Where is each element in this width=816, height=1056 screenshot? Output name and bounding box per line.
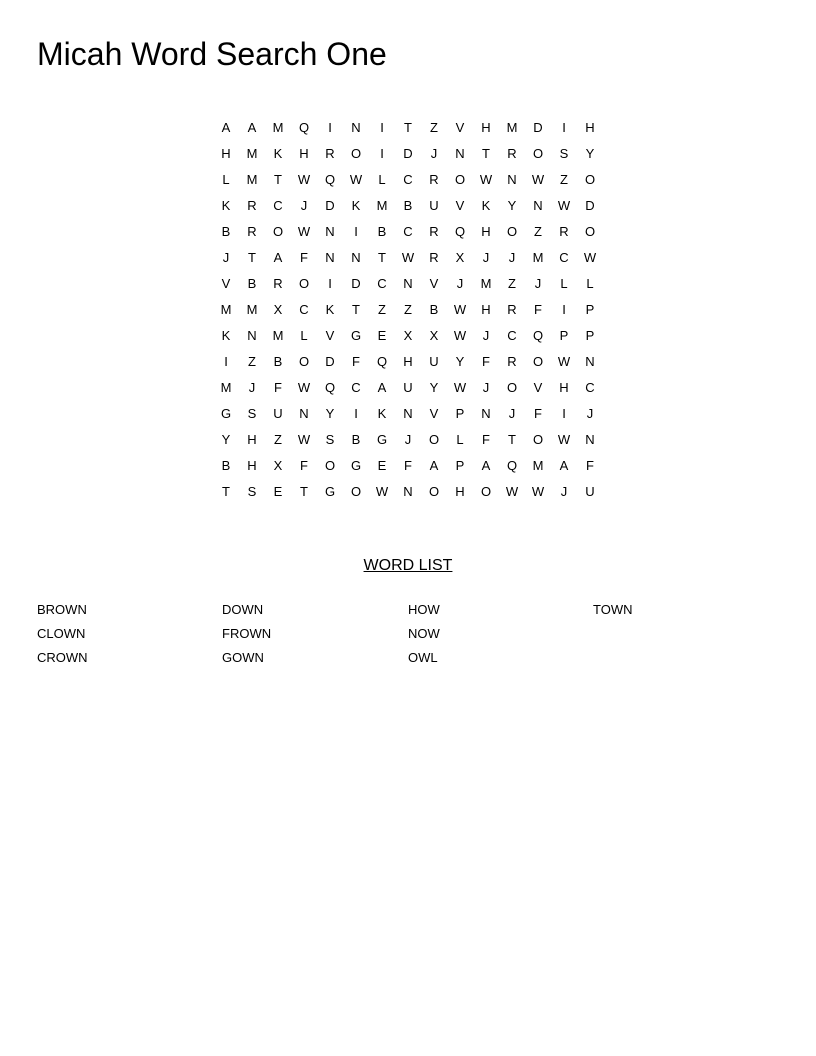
grid-letter: W: [505, 484, 519, 499]
grid-letter: I: [354, 406, 358, 421]
grid-letter: C: [299, 302, 309, 317]
grid-letter: V: [429, 276, 439, 291]
grid-letter: B: [247, 276, 257, 291]
grid-letter: L: [456, 432, 464, 447]
grid-letter: J: [586, 406, 594, 421]
grid-letter: M: [272, 328, 284, 343]
grid-letter: N: [585, 432, 595, 447]
grid-letter: B: [221, 458, 231, 473]
grid-letter: O: [532, 146, 544, 161]
grid-letter: H: [585, 120, 595, 135]
grid-letter: T: [222, 484, 230, 499]
grid-letter: U: [273, 406, 283, 421]
grid-letter: E: [377, 328, 387, 343]
grid-letter: D: [585, 198, 595, 213]
grid-letter: C: [585, 380, 595, 395]
grid-letter: U: [429, 198, 439, 213]
grid-letter: R: [273, 276, 283, 291]
grid-letter: J: [534, 276, 542, 291]
grid-letter: Z: [404, 302, 412, 317]
grid-letter: M: [480, 276, 492, 291]
grid-letter: G: [350, 458, 362, 473]
grid-letter: G: [376, 432, 388, 447]
grid-row: [213, 349, 603, 375]
word-list-item: CROWN: [37, 650, 88, 665]
grid-letter: J: [456, 276, 464, 291]
grid-letter: A: [559, 458, 569, 473]
grid-letter: F: [534, 302, 542, 317]
grid-letter: X: [403, 328, 413, 343]
grid-letter: Y: [429, 380, 439, 395]
grid-letter: N: [299, 406, 309, 421]
grid-letter: J: [508, 250, 516, 265]
grid-letter: T: [300, 484, 308, 499]
grid-letter: O: [298, 354, 310, 369]
grid-letter: X: [429, 328, 439, 343]
grid-letter: M: [532, 458, 544, 473]
grid-letter: R: [247, 224, 257, 239]
grid-letter: O: [350, 484, 362, 499]
grid-row: [213, 401, 603, 427]
grid-letter: X: [455, 250, 465, 265]
grid-letter: B: [273, 354, 283, 369]
grid-letter: J: [482, 328, 490, 343]
grid-letter: A: [481, 458, 491, 473]
grid-letter: T: [352, 302, 360, 317]
word-list-item: OWL: [408, 650, 438, 665]
grid-row: [213, 167, 603, 193]
grid-letter: Q: [324, 172, 336, 187]
grid-letter: F: [274, 380, 282, 395]
grid-letter: N: [585, 354, 595, 369]
grid-letter: J: [482, 380, 490, 395]
page-title: Micah Word Search One: [37, 36, 387, 72]
grid-letter: Q: [506, 458, 518, 473]
grid-letter: V: [429, 406, 439, 421]
grid-letter: T: [248, 250, 256, 265]
grid-letter: O: [428, 484, 440, 499]
grid-letter: J: [248, 380, 256, 395]
grid-letter: N: [403, 406, 413, 421]
grid-letter: M: [220, 380, 232, 395]
grid-letter: F: [534, 406, 542, 421]
grid-letter: F: [482, 354, 490, 369]
grid-letter: W: [479, 172, 493, 187]
grid-letter: M: [220, 302, 232, 317]
grid-letter: W: [297, 224, 311, 239]
grid-letter: O: [324, 458, 336, 473]
grid-letter: T: [378, 250, 386, 265]
grid-letter: O: [350, 146, 362, 161]
grid-letter: Q: [376, 354, 388, 369]
grid-letter: B: [377, 224, 387, 239]
word-list-heading: WORD LIST: [363, 557, 453, 574]
grid-row: [213, 323, 603, 349]
grid-letter: O: [506, 224, 518, 239]
grid-letter: N: [403, 276, 413, 291]
grid-row: [213, 245, 603, 271]
grid-letter: N: [533, 198, 543, 213]
grid-letter: R: [429, 250, 439, 265]
grid-letter: Z: [274, 432, 282, 447]
grid-letter: S: [247, 484, 257, 499]
grid-letter: Z: [378, 302, 386, 317]
grid-letter: T: [508, 432, 516, 447]
grid-letter: I: [380, 120, 384, 135]
grid-letter: O: [428, 432, 440, 447]
grid-letter: B: [403, 198, 413, 213]
grid-letter: T: [404, 120, 412, 135]
grid-letter: R: [325, 146, 335, 161]
grid-letter: I: [562, 406, 566, 421]
grid-letter: W: [297, 432, 311, 447]
grid-row: [213, 271, 603, 297]
word-search-grid: [213, 115, 603, 505]
grid-letter: H: [481, 224, 491, 239]
grid-letter: N: [507, 172, 517, 187]
grid-letter: W: [297, 380, 311, 395]
grid-letter: M: [246, 302, 258, 317]
grid-letter: R: [559, 224, 569, 239]
grid-letter: Z: [248, 354, 256, 369]
grid-row: [213, 115, 603, 141]
grid-letter: X: [273, 302, 283, 317]
grid-letter: V: [221, 276, 231, 291]
grid-letter: R: [247, 198, 257, 213]
grid-letter: C: [351, 380, 361, 395]
grid-letter: L: [378, 172, 386, 187]
grid-letter: W: [557, 198, 571, 213]
grid-letter: W: [297, 172, 311, 187]
grid-row: [213, 375, 603, 401]
grid-letter: H: [299, 146, 309, 161]
grid-letter: W: [453, 302, 467, 317]
grid-letter: H: [481, 302, 491, 317]
grid-letter: R: [507, 354, 517, 369]
grid-letter: D: [403, 146, 413, 161]
grid-letter: I: [380, 146, 384, 161]
grid-letter: M: [376, 198, 388, 213]
grid-letter: J: [300, 198, 308, 213]
grid-letter: W: [453, 328, 467, 343]
grid-letter: B: [429, 302, 439, 317]
grid-letter: O: [506, 380, 518, 395]
grid-letter: L: [586, 276, 594, 291]
grid-letter: S: [325, 432, 335, 447]
grid-letter: Q: [324, 380, 336, 395]
grid-row: [213, 453, 603, 479]
grid-letter: J: [430, 146, 438, 161]
grid-letter: O: [298, 276, 310, 291]
grid-letter: S: [247, 406, 257, 421]
grid-letter: Z: [560, 172, 568, 187]
grid-letter: Q: [532, 328, 544, 343]
grid-letter: K: [377, 406, 387, 421]
grid-letter: I: [328, 120, 332, 135]
grid-letter: T: [274, 172, 282, 187]
grid-letter: D: [533, 120, 543, 135]
grid-letter: B: [221, 224, 231, 239]
grid-letter: Y: [507, 198, 517, 213]
grid-letter: S: [559, 146, 569, 161]
grid-letter: D: [325, 198, 335, 213]
word-list-item: DOWN: [222, 602, 264, 617]
grid-letter: Y: [585, 146, 595, 161]
grid-letter: F: [300, 250, 308, 265]
grid-letter: T: [482, 146, 490, 161]
grid-letter: X: [273, 458, 283, 473]
grid-letter: N: [325, 250, 335, 265]
grid-row: [213, 427, 603, 453]
grid-letter: G: [324, 484, 336, 499]
grid-letter: H: [403, 354, 413, 369]
word-list: [37, 600, 777, 680]
grid-letter: H: [481, 120, 491, 135]
grid-letter: C: [403, 224, 413, 239]
grid-letter: U: [403, 380, 413, 395]
word-list-item: BROWN: [37, 602, 87, 617]
grid-letter: H: [221, 146, 231, 161]
grid-letter: Y: [455, 354, 465, 369]
word-list-item: FROWN: [222, 626, 272, 641]
grid-letter: G: [350, 328, 362, 343]
grid-letter: F: [482, 432, 490, 447]
grid-letter: W: [349, 172, 363, 187]
grid-letter: N: [351, 250, 361, 265]
grid-letter: Z: [534, 224, 542, 239]
grid-letter: M: [506, 120, 518, 135]
grid-letter: O: [584, 224, 596, 239]
grid-letter: C: [559, 250, 569, 265]
grid-letter: I: [354, 224, 358, 239]
word-list-item: TOWN: [593, 602, 633, 617]
grid-letter: A: [247, 120, 257, 135]
grid-letter: I: [224, 354, 228, 369]
grid-letter: W: [401, 250, 415, 265]
grid-letter: K: [325, 302, 335, 317]
grid-letter: P: [585, 302, 595, 317]
grid-letter: F: [586, 458, 594, 473]
grid-letter: M: [532, 250, 544, 265]
grid-letter: A: [221, 120, 231, 135]
grid-letter: I: [562, 302, 566, 317]
grid-letter: A: [273, 250, 283, 265]
grid-letter: J: [404, 432, 412, 447]
grid-letter: P: [455, 458, 465, 473]
grid-row: [213, 479, 603, 505]
grid-row: [213, 141, 603, 167]
grid-letter: N: [403, 484, 413, 499]
grid-letter: P: [585, 328, 595, 343]
grid-letter: C: [273, 198, 283, 213]
grid-letter: P: [455, 406, 465, 421]
grid-letter: W: [583, 250, 597, 265]
grid-letter: O: [454, 172, 466, 187]
grid-letter: A: [429, 458, 439, 473]
grid-letter: N: [247, 328, 257, 343]
grid-letter: W: [453, 380, 467, 395]
grid-letter: F: [404, 458, 412, 473]
grid-row: [213, 219, 603, 245]
grid-letter: A: [377, 380, 387, 395]
grid-letter: C: [507, 328, 517, 343]
grid-letter: V: [455, 198, 465, 213]
grid-letter: J: [508, 406, 516, 421]
grid-letter: O: [532, 432, 544, 447]
grid-letter: M: [272, 120, 284, 135]
grid-letter: K: [221, 198, 231, 213]
grid-letter: R: [507, 146, 517, 161]
grid-letter: W: [531, 484, 545, 499]
grid-letter: K: [351, 198, 361, 213]
grid-letter: W: [557, 354, 571, 369]
grid-row: [213, 297, 603, 323]
grid-letter: K: [481, 198, 491, 213]
grid-letter: N: [325, 224, 335, 239]
grid-letter: E: [273, 484, 283, 499]
grid-letter: W: [531, 172, 545, 187]
grid-letter: O: [584, 172, 596, 187]
grid-letter: J: [222, 250, 230, 265]
grid-letter: I: [562, 120, 566, 135]
grid-letter: Y: [325, 406, 335, 421]
grid-letter: U: [429, 354, 439, 369]
grid-letter: R: [507, 302, 517, 317]
grid-letter: Y: [221, 432, 231, 447]
grid-letter: H: [247, 432, 257, 447]
word-list-item: CLOWN: [37, 626, 86, 641]
grid-letter: D: [351, 276, 361, 291]
grid-letter: C: [403, 172, 413, 187]
grid-letter: N: [455, 146, 465, 161]
grid-letter: Z: [430, 120, 438, 135]
grid-letter: F: [300, 458, 308, 473]
grid-letter: R: [429, 224, 439, 239]
word-list-item: GOWN: [222, 650, 264, 665]
grid-letter: M: [246, 146, 258, 161]
grid-letter: U: [585, 484, 595, 499]
grid-letter: H: [247, 458, 257, 473]
grid-letter: B: [351, 432, 361, 447]
grid-letter: Q: [298, 120, 310, 135]
word-list-item: HOW: [408, 602, 440, 617]
grid-letter: P: [559, 328, 569, 343]
grid-letter: V: [455, 120, 465, 135]
word-list-item: NOW: [408, 626, 440, 641]
grid-letter: W: [557, 432, 571, 447]
grid-letter: H: [559, 380, 569, 395]
grid-letter: O: [480, 484, 492, 499]
grid-letter: Z: [508, 276, 516, 291]
grid-letter: E: [377, 458, 387, 473]
grid-letter: I: [328, 276, 332, 291]
grid-letter: F: [352, 354, 360, 369]
grid-letter: H: [455, 484, 465, 499]
grid-letter: N: [351, 120, 361, 135]
grid-letter: C: [377, 276, 387, 291]
grid-letter: N: [481, 406, 491, 421]
grid-letter: L: [222, 172, 230, 187]
grid-letter: Q: [454, 224, 466, 239]
grid-letter: M: [246, 172, 258, 187]
grid-letter: V: [533, 380, 543, 395]
grid-letter: O: [532, 354, 544, 369]
grid-letter: R: [429, 172, 439, 187]
grid-letter: J: [560, 484, 568, 499]
grid-letter: O: [272, 224, 284, 239]
grid-letter: D: [325, 354, 335, 369]
grid-letter: L: [560, 276, 568, 291]
grid-letter: V: [325, 328, 335, 343]
grid-row: [213, 193, 603, 219]
grid-letter: J: [482, 250, 490, 265]
grid-letter: K: [221, 328, 231, 343]
grid-letter: G: [220, 406, 232, 421]
grid-letter: K: [273, 146, 283, 161]
grid-letter: L: [300, 328, 308, 343]
grid-letter: W: [375, 484, 389, 499]
